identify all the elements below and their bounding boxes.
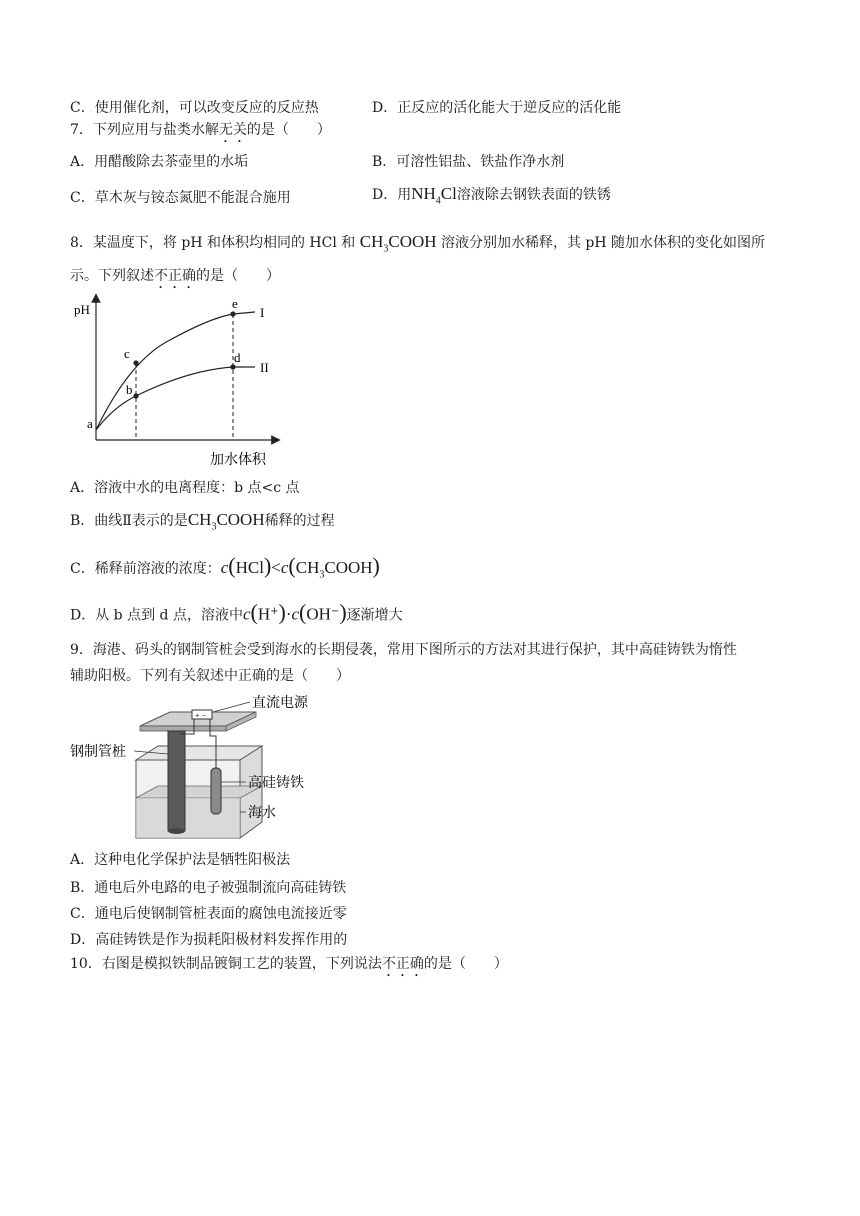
q8-option-d: D．从 b 点到 d 点，溶液中c(H+)·c(OH−)逐渐增大	[70, 599, 403, 625]
point-d-label: d	[234, 350, 241, 365]
q9-option-a: A．这种电化学保护法是牺牲阳极法	[70, 852, 291, 868]
high-silicon-cast-iron	[211, 768, 221, 814]
q8-stem-line1: 8．某温度下，将 pH 和体积均相同的 HCl 和 $CH_3COOH$ 溶液分别加水稀释，其 pH 随加水体积的变化如图所	[70, 232, 766, 255]
steel-pile-bottom	[168, 828, 185, 834]
point-c-marker	[133, 360, 138, 365]
label-anode: 高硅铸铁	[248, 775, 304, 791]
point-b-label: b	[126, 382, 133, 397]
y-axis-label: pH	[74, 302, 90, 317]
steel-pile	[168, 731, 185, 831]
q7-emphasis: 无关	[218, 122, 247, 138]
seawater	[136, 798, 240, 838]
q10-stem: 10．右图是模拟铁制品镀铜工艺的装置，下列说法不正确的是（ ）	[70, 956, 508, 972]
cathodic-protection-figure	[70, 690, 350, 842]
q8-option-b: B．曲线Ⅱ表示的是$CH_3COOH$稀释的过程	[70, 510, 335, 533]
label-power: 直流电源	[252, 695, 308, 711]
curve-II-label: II	[260, 360, 269, 375]
q9-stem-line2: 辅助阳极。下列有关叙述中正确的是（ ）	[70, 668, 350, 684]
q6-option-c: C．使用催化剂，可以改变反应的反应热	[70, 100, 319, 116]
water-surface	[136, 786, 262, 798]
leader-power	[213, 702, 250, 712]
q10-emphasis: 不正确	[381, 956, 424, 972]
q7-stem: 7．下列应用与盐类水解无关的是（ ）	[70, 122, 331, 138]
point-a-label: a	[87, 416, 93, 431]
q7-option-a: A．用醋酸除去茶壶里的水垢	[70, 154, 249, 170]
point-d-marker	[230, 364, 235, 369]
point-b-marker	[133, 393, 138, 398]
ph-dilution-graph	[70, 290, 290, 472]
dc-power-source-sign: + −	[195, 711, 207, 720]
q8-emphasis: 不正确	[154, 268, 196, 284]
q7-option-b: B．可溶性铝盐、铁盐作净水剂	[372, 154, 565, 170]
curve-I-label: I	[260, 305, 265, 320]
q9-option-d: D．高硅铸铁是作为损耗阳极材料发挥作用的	[70, 932, 348, 948]
q8-option-a: A．溶液中水的电离程度：b 点<c 点	[70, 480, 300, 496]
label-seawater: 海水	[248, 805, 276, 821]
q7-option-c: C．草木灰与铵态氮肥不能混合施用	[70, 190, 291, 206]
point-c-label: c	[124, 346, 130, 361]
curve-II	[96, 367, 255, 430]
curve-I	[96, 312, 255, 430]
dock-platform-edge	[140, 726, 226, 731]
point-e-label: e	[232, 296, 238, 311]
q8-option-c: C．稀释前溶液的浓度：$c(HCl)<c(CH_3COOH)$	[70, 553, 380, 581]
x-axis-label: 加水体积	[210, 452, 266, 468]
point-e-marker	[230, 311, 235, 316]
q9-option-b: B．通电后外电路的电子被强制流向高硅铸铁	[70, 880, 347, 896]
q7-option-d: D．用$NH_4Cl$溶液除去钢铁表面的铁锈	[372, 184, 611, 207]
q6-option-d: D．正反应的活化能大于逆反应的活化能	[372, 100, 622, 116]
q9-option-c: C．通电后使钢制管桩表面的腐蚀电流接近零	[70, 906, 347, 922]
q9-stem-line1: 9．海港、码头的钢制管桩会受到海水的长期侵袭，常用下图所示的方法对其进行保护，其中高硅铸铁为惰性	[70, 642, 737, 658]
q8-stem-line2: 示。下列叙述不正确的是（ ）	[70, 268, 280, 284]
label-pile: 钢制管桩	[70, 744, 126, 760]
